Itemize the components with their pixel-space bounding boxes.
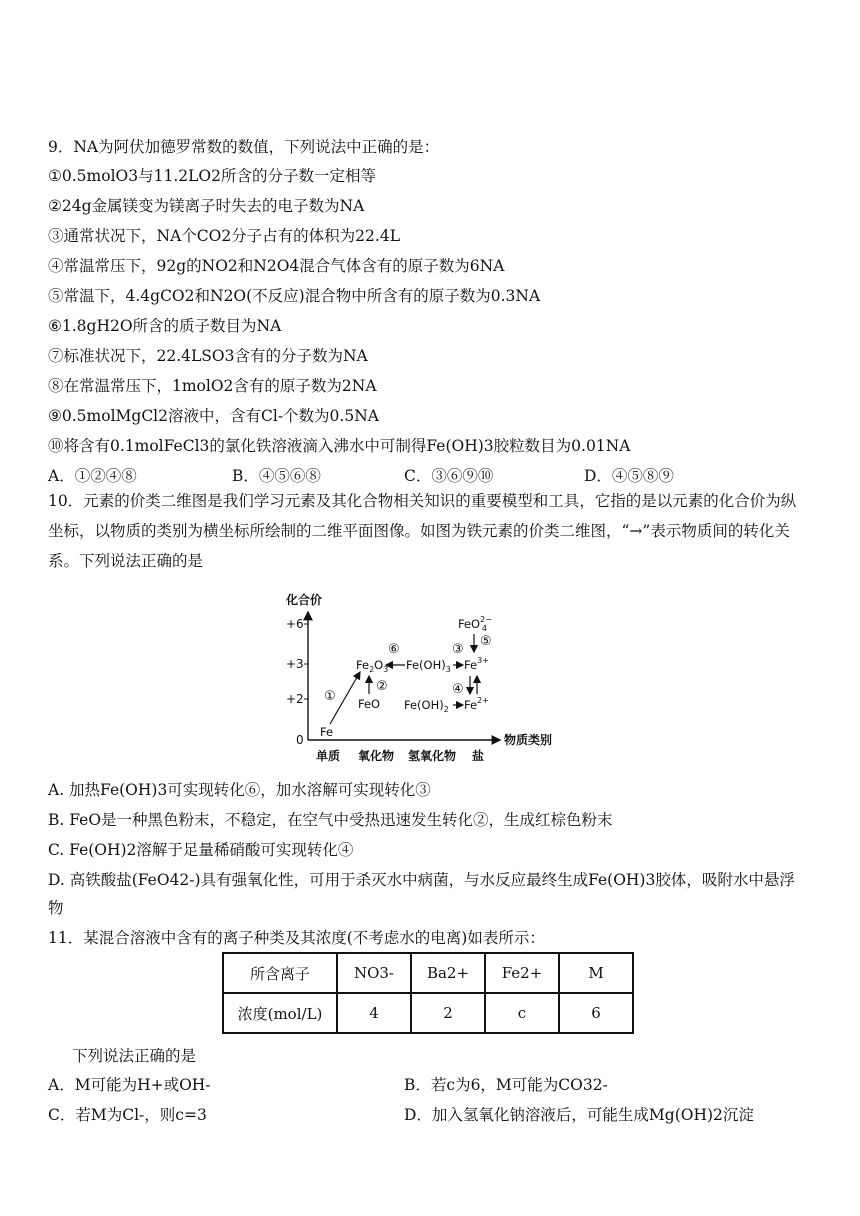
q9-item-2: ②24g金属镁变为镁离子时失去的电子数为NA [48,197,365,215]
conc-barium: 2 [411,993,485,1033]
q9-item-6: ⑥1.8gH2O所含的质子数目为NA [48,317,282,335]
q9-option-b[interactable]: B．④⑤⑥⑧ [232,467,321,485]
y-axis-label: 化合价 [286,593,323,607]
x-category-salt: 盐 [472,749,485,763]
species-feoh3: $Fe(OH)_3$ [406,658,451,674]
species-fe2plus: $Fe^{2+}$ [464,696,489,712]
y-tick-plus2: +2 [286,692,304,706]
q11-option-b[interactable]: B．若c为6，M可能为CO32- [404,1076,608,1094]
y-tick-plus6: +6 [286,617,304,631]
q9-item-10: ⑩将含有0.1molFeCl3的氯化铁溶液滴入沸水中可制得Fe(OH)3胶粒数目为0.01NA [48,437,631,455]
arrow-label-5: ⑤ [480,634,492,649]
q10-option-a[interactable]: A. 加热Fe(OH)3可实现转化⑥，加水溶解可实现转化③ [48,781,431,799]
q9-item-1: ①0.5molO3与11.2LO2所含的分子数一定相等 [48,167,376,185]
y-tick-plus3: +3 [286,657,304,671]
species-fe2o3: $Fe_2O_3$ [356,658,389,674]
species-feo4: FeO$^{2-}$ 4 [458,615,492,633]
table-row [223,953,633,993]
q10-option-c[interactable]: C. Fe(OH)2溶解于足量稀硝酸可实现转化④ [48,841,354,859]
arrow-label-1: ① [324,689,336,704]
q9-item-8: ⑧在常温常压下，1molO2含有的原子数为2NA [48,377,377,395]
ion-nitrate: NO3- [337,953,411,993]
ion-barium: Ba2+ [411,953,485,993]
ion-ferrous: Fe2+ [485,953,559,993]
q9-item-5: ⑤常温下，4.4gCO2和N2O(不反应)混合物中所含有的原子数为0.3NA [48,287,541,305]
q11-option-d[interactable]: D．加入氢氧化钠溶液后，可能生成Mg(OH)2沉淀 [404,1106,754,1124]
q9-option-c[interactable]: C．③⑥⑨⑩ [404,467,494,485]
species-feo: FeO [358,697,381,711]
arrow-label-4: ④ [452,682,464,697]
q9-item-9: ⑨0.5molMgCl2溶液中，含有Cl-个数为0.5NA [48,407,379,425]
species-fe3plus: $Fe^{3+}$ [464,656,489,672]
x-category-elemental: 单质 [316,749,341,763]
arrow-label-3: ③ [452,642,464,657]
ion-concentration-table [222,952,634,1034]
arrow-label-2: ② [376,679,388,694]
x-axis-label: 物质类别 [504,733,553,747]
q10-stem: 10．元素的价类二维图是我们学习元素及其化合物相关知识的重要模型和工具，它指的是以元素的化合价为纵坐标，以物质的类别为横坐标所绘制的二维平面图像。如图为铁元素的价类二维图，“→”表示物质间的转化关系。下列说法正确的是 [48,492,797,570]
x-category-hydroxide: 氢氧化物 [408,749,457,763]
ion-m: M [559,953,633,993]
q9-item-3: ③通常状况下，NA个CO2分子占有的体积为22.4L [48,227,400,245]
iron-valence-class-diagram [268,582,598,782]
species-feoh2: $Fe(OH)_2$ [404,698,449,714]
table-row [223,993,633,1033]
q10-option-b[interactable]: B. FeO是一种黑色粉末，不稳定，在空气中受热迅速发生转化②，生成红棕色粉末 [48,811,613,829]
conc-m: 6 [559,993,633,1033]
y-tick-zero: 0 [296,733,304,747]
q9-stem: 9．NA为阿伏加德罗常数的数值，下列说法中正确的是： [48,138,440,156]
q11-stem: 11．某混合溶液中含有的离子种类及其浓度(不考虑水的电离)如表所示： [48,929,545,947]
q11-prompt: 下列说法正确的是 [72,1047,197,1065]
row-header-conc: 浓度(mol/L) [223,993,337,1033]
x-category-oxide: 氧化物 [358,749,395,763]
species-fe: Fe [320,725,334,739]
conc-nitrate: 4 [337,993,411,1033]
q9-item-4: ④常温常压下，92g的NO2和N2O4混合气体含有的原子数为6NA [48,257,505,275]
q9-option-d[interactable]: D．④⑤⑧⑨ [584,467,674,485]
q11-option-c[interactable]: C．若M为Cl-，则c=3 [48,1106,207,1124]
q9-option-a[interactable]: A．①②④⑧ [48,467,137,485]
row-header-ion: 所含离子 [223,953,337,993]
q10-option-d[interactable]: D. 高铁酸盐(FeO42-)具有强氧化性，可用于杀灭水中病菌，与水反应最终生成Fe(OH)3胶体，吸附水中悬浮物 [48,871,795,917]
q9-item-7: ⑦标准状况下，22.4LSO3含有的分子数为NA [48,347,368,365]
conc-ferrous: c [485,993,559,1033]
q11-option-a[interactable]: A．M可能为H+或OH- [48,1076,211,1094]
arrow-label-6: ⑥ [388,642,400,657]
